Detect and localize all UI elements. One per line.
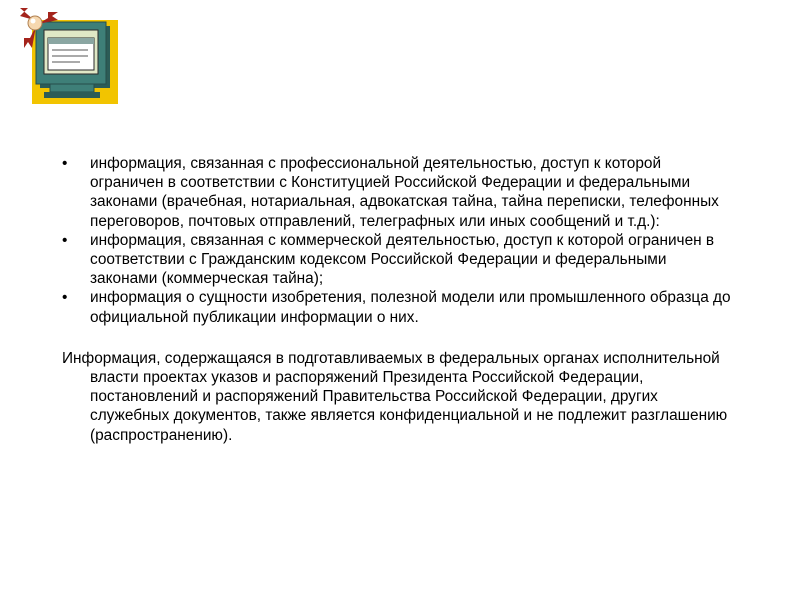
bullet-dot: • [62, 231, 68, 249]
confidentiality-paragraph: Информация, содержащаяся в подготавливаемых в федеральных органах исполнительной власти проектах указов и распоряжений Президента Российской Федерации, постановлений и распоряжений Правительства Российской Федерации, других служебных документов, также является конфиденциальной и не подлежит разглашению (распространению). [62, 349, 728, 444]
list-item [62, 154, 732, 231]
list-item-text: информация, связанная с профессиональной деятельностью, доступ к которой ограничен в соответствии с Конституцией Российской Федерации и федеральными законами (врачебная, нотариальная, адвокатская тайна, тайна переписки, телефонных переговоров, почтовых отправлений, телеграфных или иных сообщений и т.д.): [90, 155, 719, 230]
list-item-text: информация о сущности изобретения, полезной модели или промышленного образца до официальной публикации информации о них. [90, 289, 731, 326]
list-item [62, 231, 732, 289]
list-item [62, 288, 732, 326]
slide-content [62, 154, 732, 445]
list-item-text: информация, связанная с коммерческой деятельностью, доступ к которой ограничен в соответствии с Гражданским кодексом Российской Федерации и федеральными законами (коммерческая тайна); [90, 231, 715, 288]
bullet-list [62, 154, 732, 327]
bullet-dot: • [62, 155, 68, 172]
logo [18, 4, 122, 108]
bullet-dot: • [62, 289, 68, 307]
computer-monitor-arrows-icon [18, 4, 122, 108]
